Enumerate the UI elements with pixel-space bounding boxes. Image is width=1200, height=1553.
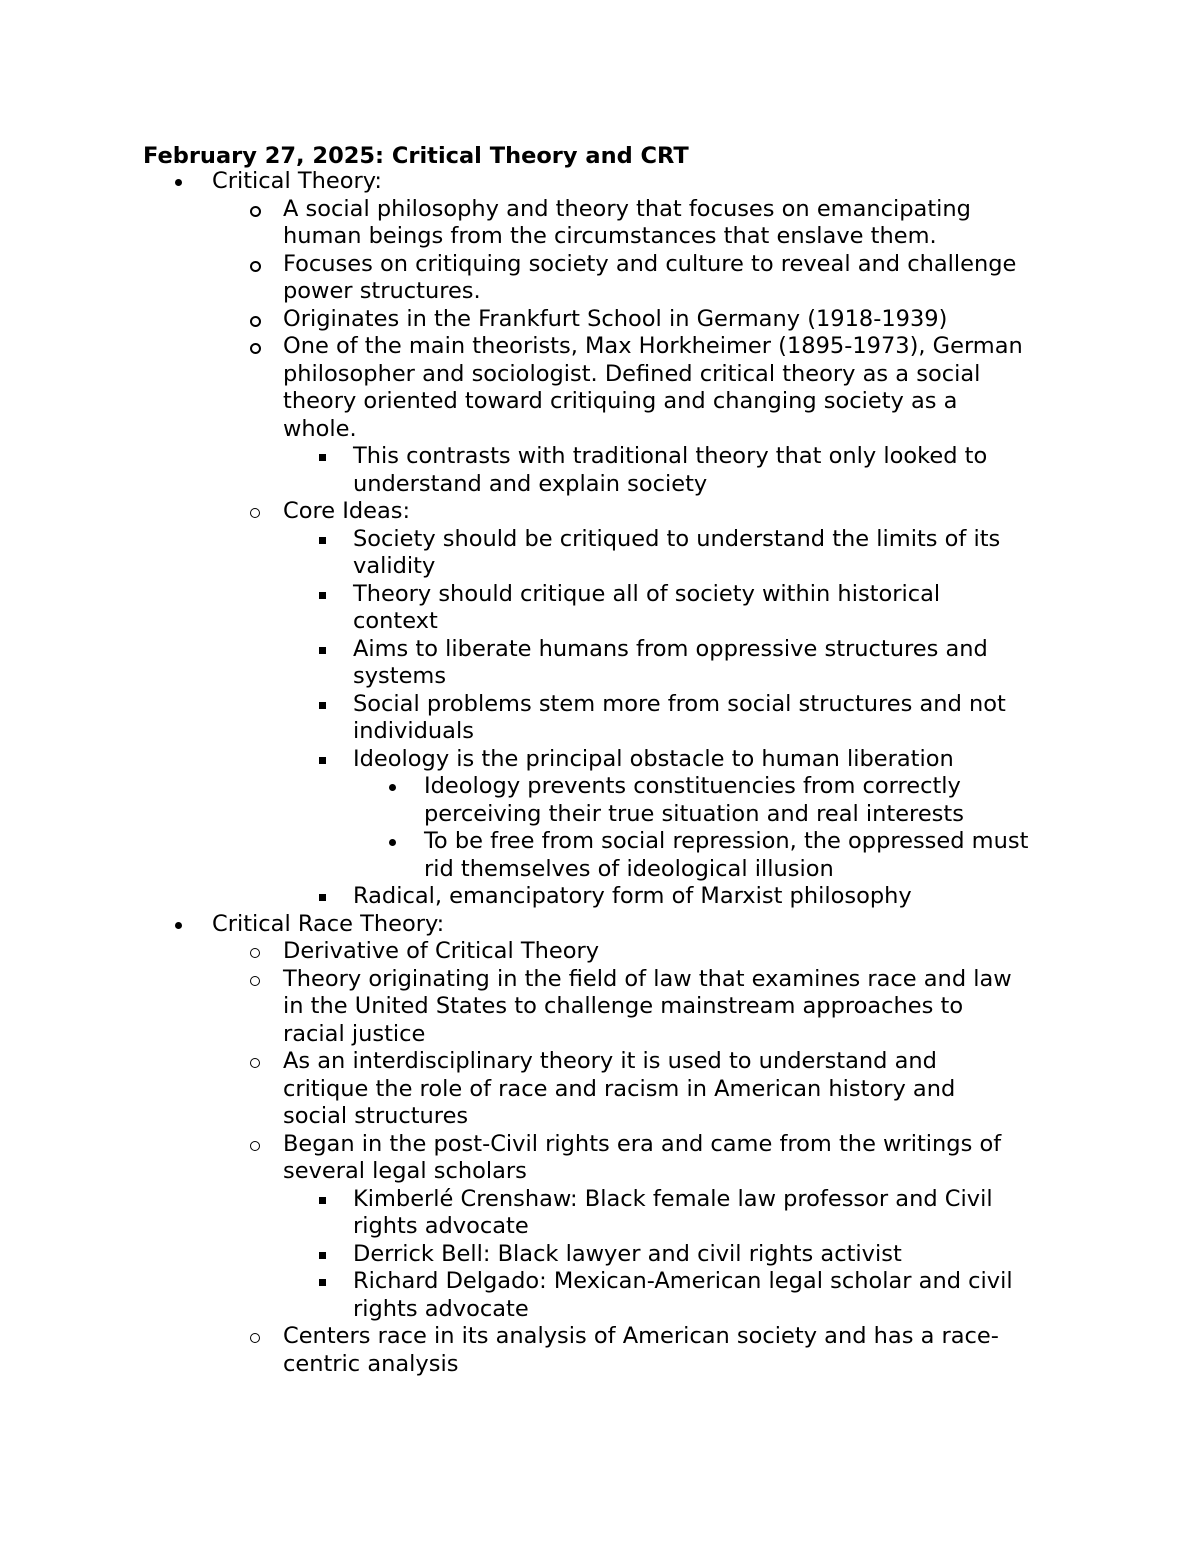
list-item <box>0 1048 1200 1076</box>
bullet-ring-bold-icon <box>250 261 261 272</box>
bullet-square-icon <box>319 454 326 461</box>
list-item-text: rights advocate <box>353 1295 529 1322</box>
bullet-square-icon <box>319 702 326 709</box>
list-item <box>0 306 1200 334</box>
list-item <box>0 443 1200 471</box>
bullet-square-icon <box>319 537 326 544</box>
bullet-square-icon <box>319 757 326 764</box>
list-item-text: Aims to liberate humans from oppressive structures and <box>353 635 988 662</box>
list-item <box>0 1268 1200 1296</box>
list-item-text: Kimberlé Crenshaw: Black female law professor and Civil <box>353 1185 993 1212</box>
list-item-text: Derivative of Critical Theory <box>283 938 600 964</box>
list-item-continuation <box>0 416 1200 444</box>
list-item-continuation <box>0 388 1200 416</box>
list-item-text: human beings from the circumstances that enslave them. <box>283 223 937 249</box>
list-item-text: philosopher and sociologist. Defined critical theory as a social <box>283 360 981 387</box>
list-item-text: A social philosophy and theory that focuses on emancipating <box>283 195 971 222</box>
list-item-continuation <box>0 718 1200 746</box>
list-item-text: Ideology is the principal obstacle to human liberation <box>353 745 954 772</box>
list-item-text: power structures. <box>283 278 481 304</box>
list-item-text: Theory originating in the field of law that examines race and law <box>283 965 1012 992</box>
list-item-text: Originates in the Frankfurt School in Germany (1918-1939) <box>283 305 948 332</box>
list-item <box>0 636 1200 664</box>
list-item-text: One of the main theorists, Max Horkheimer (1895-1973), German <box>283 333 1023 359</box>
list-item <box>0 1241 1200 1269</box>
bullet-ring-bold-icon <box>250 206 261 217</box>
bullet-square-icon <box>319 1252 326 1259</box>
list-item <box>0 938 1200 966</box>
list-item <box>0 773 1200 801</box>
list-item-text: Derrick Bell: Black lawyer and civil rights activist <box>353 1240 902 1267</box>
list-item <box>0 498 1200 526</box>
list-item-continuation <box>0 223 1200 251</box>
list-item-text: critique the role of race and racism in American history and <box>283 1075 956 1102</box>
bullet-dot-icon <box>175 922 182 929</box>
bullet-ring-icon <box>250 976 260 986</box>
list-item-text: Core Ideas: <box>283 498 411 524</box>
list-item <box>0 251 1200 279</box>
list-item-text: systems <box>353 663 447 689</box>
list-item-text: To be free from social repression, the oppressed must <box>424 828 1029 854</box>
list-item-text: whole. <box>283 415 357 442</box>
list-item-continuation <box>0 553 1200 581</box>
list-item <box>0 526 1200 554</box>
bullet-dot-icon <box>389 784 396 791</box>
list-item-text: centric analysis <box>283 1350 459 1377</box>
bullet-square-icon <box>319 592 326 599</box>
bullet-ring-icon <box>250 1141 260 1151</box>
list-item-continuation <box>0 1076 1200 1104</box>
list-item-text: Focuses on critiquing society and culture to reveal and challenge <box>283 250 1017 277</box>
list-item-text: Social problems stem more from social structures and not <box>353 690 1006 717</box>
list-item-continuation <box>0 471 1200 499</box>
list-item-text: context <box>353 608 438 634</box>
list-item-text: Began in the post-Civil rights era and came from the writings of <box>283 1130 1002 1157</box>
list-item-continuation <box>0 608 1200 636</box>
list-item <box>0 691 1200 719</box>
bullet-ring-icon <box>250 508 260 518</box>
list-item-continuation <box>0 801 1200 829</box>
list-item <box>0 168 1200 196</box>
list-item-text: social structures <box>283 1103 469 1129</box>
list-item-text: Society should be critiqued to understand the limits of its <box>353 525 1001 552</box>
bullet-ring-bold-icon <box>250 343 261 354</box>
list-item-text: Theory should critique all of society within historical <box>353 580 941 607</box>
bullet-square-icon <box>319 1197 326 1204</box>
list-item-text: This contrasts with traditional theory that only looked to <box>353 443 988 469</box>
list-item <box>0 333 1200 361</box>
bullet-square-icon <box>319 894 326 901</box>
list-item-text: Critical Race Theory: <box>212 910 445 937</box>
list-item-text: Richard Delgado: Mexican-American legal scholar and civil <box>353 1268 1013 1294</box>
list-item-continuation <box>0 1021 1200 1049</box>
list-item-text: Radical, emancipatory form of Marxist philosophy <box>353 883 912 909</box>
list-item-continuation <box>0 361 1200 389</box>
list-item <box>0 1131 1200 1159</box>
list-item <box>0 883 1200 911</box>
list-item <box>0 1323 1200 1351</box>
list-item-continuation <box>0 663 1200 691</box>
notes-list <box>0 168 1200 1378</box>
list-item-continuation <box>0 1296 1200 1324</box>
bullet-ring-icon <box>250 1333 260 1343</box>
list-item-text: in the United States to challenge mainstream approaches to <box>283 993 964 1019</box>
bullet-ring-bold-icon <box>250 316 261 327</box>
list-item-text: individuals <box>353 718 474 744</box>
list-item-text: Ideology prevents constituencies from correctly <box>424 773 961 799</box>
list-item <box>0 196 1200 224</box>
bullet-dot-icon <box>175 179 182 186</box>
list-item <box>0 966 1200 994</box>
list-item <box>0 581 1200 609</box>
page-title: February 27, 2025: Critical Theory and CRT <box>143 143 689 169</box>
list-item-text: rid themselves of ideological illusion <box>424 855 834 882</box>
list-item <box>0 911 1200 939</box>
bullet-ring-icon <box>250 948 260 958</box>
list-item-continuation <box>0 1103 1200 1131</box>
list-item-text: validity <box>353 553 436 579</box>
list-item-text: As an interdisciplinary theory it is used to understand and <box>283 1048 937 1074</box>
list-item <box>0 1186 1200 1214</box>
list-item-text: Critical Theory: <box>212 168 382 194</box>
list-item-text: racial justice <box>283 1020 426 1047</box>
list-item-continuation <box>0 278 1200 306</box>
bullet-ring-icon <box>250 1058 260 1068</box>
list-item <box>0 828 1200 856</box>
list-item-continuation <box>0 1351 1200 1379</box>
bullet-dot-icon <box>389 839 396 846</box>
list-item-text: Centers race in its analysis of American society and has a race- <box>283 1323 999 1349</box>
list-item-continuation <box>0 1213 1200 1241</box>
list-item <box>0 746 1200 774</box>
list-item-text: several legal scholars <box>283 1158 527 1184</box>
bullet-square-icon <box>319 647 326 654</box>
list-item-text: perceiving their true situation and real interests <box>424 800 964 827</box>
bullet-square-icon <box>319 1279 326 1286</box>
list-item-continuation <box>0 856 1200 884</box>
list-item-text: understand and explain society <box>353 470 708 497</box>
list-item-text: rights advocate <box>353 1213 529 1239</box>
list-item-continuation <box>0 993 1200 1021</box>
list-item-continuation <box>0 1158 1200 1186</box>
list-item-text: theory oriented toward critiquing and changing society as a <box>283 388 958 414</box>
